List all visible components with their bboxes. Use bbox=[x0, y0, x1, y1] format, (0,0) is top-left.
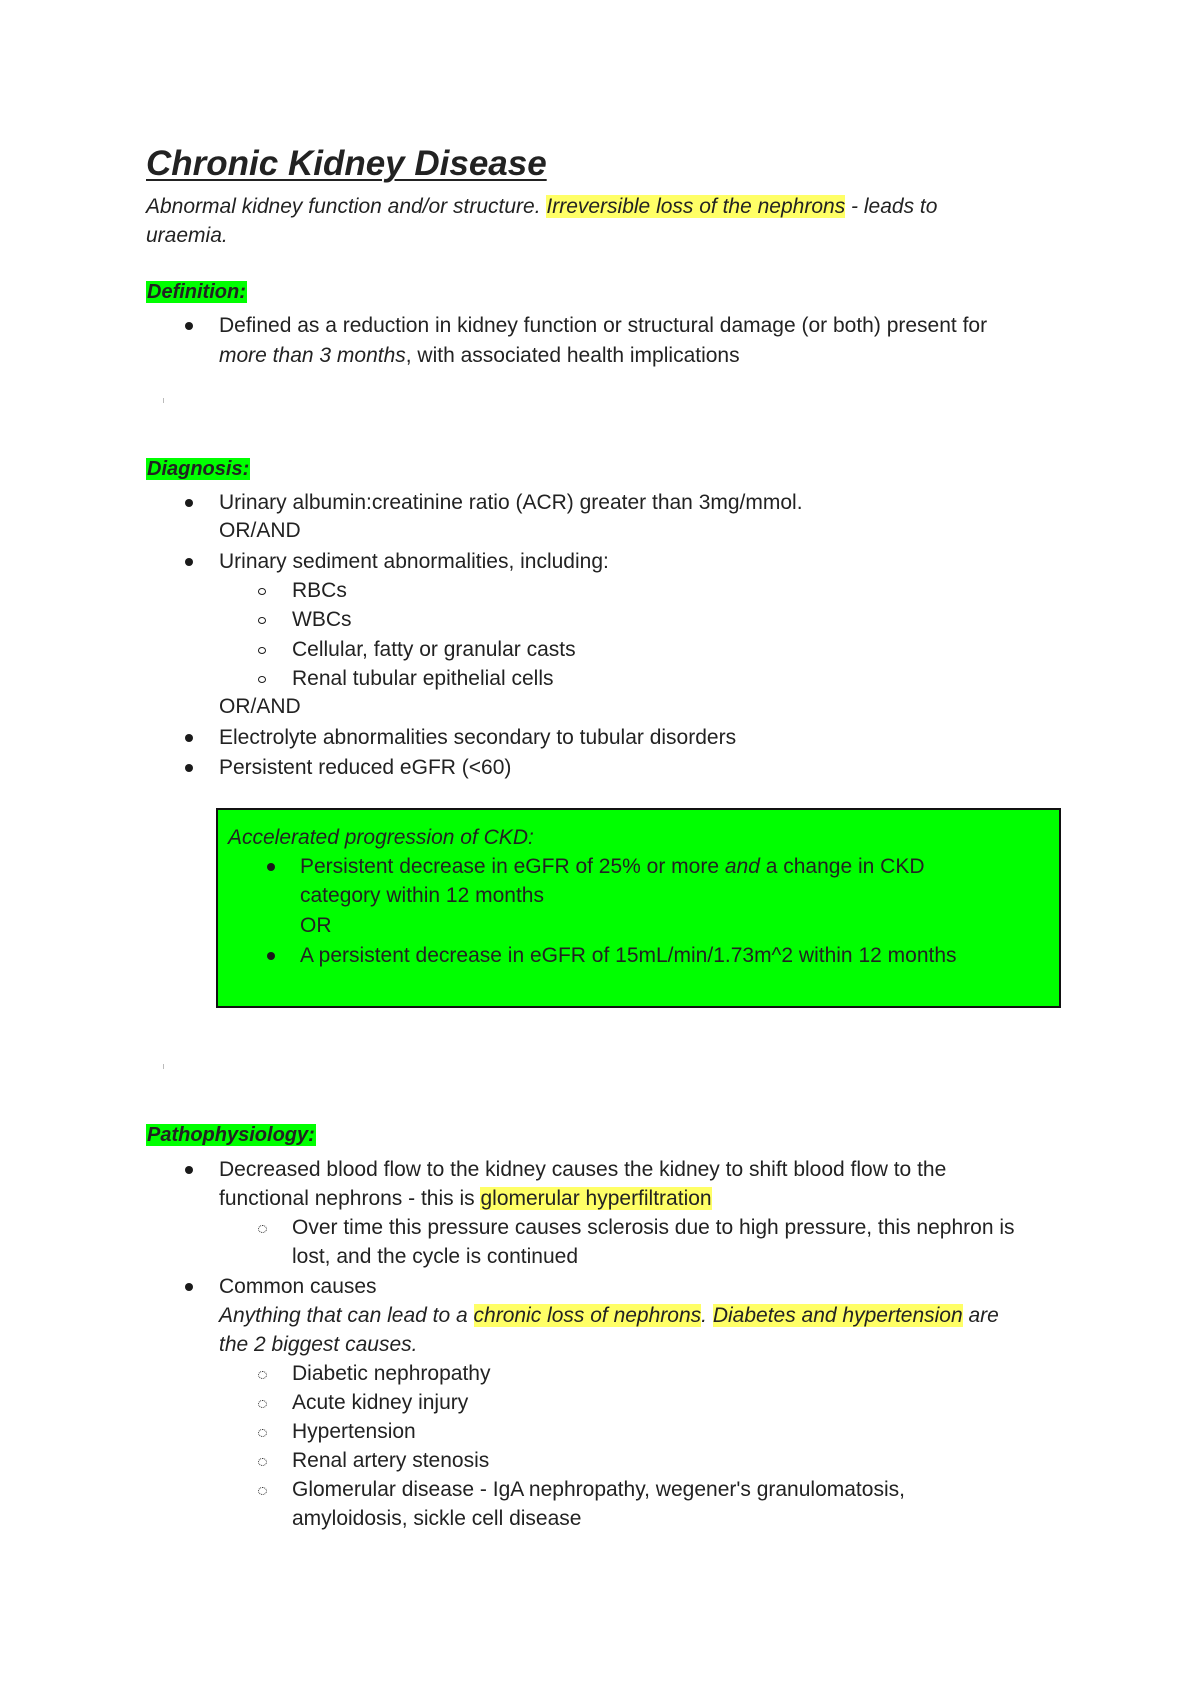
accelerated-item-2: A persistent decrease in eGFR of 15mL/min/1.73m^2 within 12 months bbox=[300, 944, 957, 967]
patho-glomerular-line-2: amyloidosis, sickle cell disease bbox=[292, 1507, 582, 1530]
diagnosis-egfr: Persistent reduced eGFR (<60) bbox=[219, 756, 512, 779]
patho-causes-intro-post: are bbox=[962, 1304, 999, 1327]
tick-mark-icon bbox=[163, 1064, 164, 1069]
dotted-circle-bullet-icon bbox=[258, 1371, 267, 1379]
diagnosis-sub-item: RBCs bbox=[292, 579, 347, 602]
bullet-icon bbox=[267, 863, 275, 871]
patho-chronic-loss-highlight: chronic loss of nephrons bbox=[473, 1304, 702, 1327]
diagnosis-or-and-1: OR/AND bbox=[219, 519, 301, 542]
patho-diabetes-hypertension-highlight: Diabetes and hypertension bbox=[712, 1304, 963, 1327]
bullet-icon bbox=[185, 499, 193, 507]
definition-heading-label: Definition: bbox=[147, 281, 246, 303]
patho-causes-intro-line-2: the 2 biggest causes. bbox=[219, 1333, 418, 1356]
patho-cause-item: Diabetic nephropathy bbox=[292, 1362, 491, 1385]
diagnosis-sub-item: WBCs bbox=[292, 608, 352, 631]
page-title: Chronic Kidney Disease bbox=[146, 144, 547, 183]
bullet-icon bbox=[185, 1283, 193, 1291]
patho-cause-item: Hypertension bbox=[292, 1420, 416, 1443]
patho-causes-intro-mid: . bbox=[701, 1304, 713, 1327]
patho-cause-item: Renal artery stenosis bbox=[292, 1449, 490, 1472]
dotted-circle-bullet-icon bbox=[258, 1429, 267, 1437]
dotted-circle-bullet-icon bbox=[258, 1400, 267, 1408]
bullet-icon bbox=[185, 764, 193, 772]
diagnosis-electrolyte: Electrolyte abnormalities secondary to tubular disorders bbox=[219, 726, 737, 749]
patho-item-1-line-1: Decreased blood flow to the kidney causes the kidney to shift blood flow to the bbox=[219, 1158, 947, 1181]
bullet-icon bbox=[185, 322, 193, 330]
patho-sub-1-line-2: lost, and the cycle is continued bbox=[292, 1245, 579, 1268]
accelerated-item-1-text: Persistent decrease in eGFR of 25% or more bbox=[300, 855, 725, 878]
dotted-circle-bullet-icon bbox=[258, 1458, 267, 1466]
definition-duration: more than 3 months bbox=[219, 344, 406, 367]
bullet-icon bbox=[185, 1166, 193, 1174]
patho-common-causes: Common causes bbox=[219, 1275, 377, 1298]
intro-line-2: uraemia. bbox=[146, 224, 228, 247]
bullet-icon bbox=[267, 952, 275, 960]
diagnosis-heading-label: Diagnosis: bbox=[147, 458, 250, 480]
accelerated-item-1-line-2: category within 12 months bbox=[300, 884, 544, 907]
definition-item-line-1: Defined as a reduction in kidney function or structural damage (or both) present for bbox=[219, 314, 988, 337]
intro-line-1 bbox=[146, 192, 937, 221]
accelerated-item-1-and: and bbox=[724, 855, 760, 878]
diagnosis-sub-item: Cellular, fatty or granular casts bbox=[292, 638, 576, 661]
accelerated-or: OR bbox=[300, 914, 332, 937]
diagnosis-sediment: Urinary sediment abnormalities, including: bbox=[219, 550, 609, 573]
pathophysiology-heading bbox=[146, 1124, 316, 1147]
dotted-circle-bullet-icon bbox=[258, 1487, 267, 1495]
patho-causes-intro-pre: Anything that can lead to a bbox=[219, 1304, 474, 1327]
diagnosis-heading bbox=[146, 458, 250, 481]
tick-mark-icon bbox=[163, 398, 164, 403]
circle-bullet-icon bbox=[258, 676, 266, 683]
diagnosis-or-and-2: OR/AND bbox=[219, 695, 301, 718]
patho-hyperfiltration-highlight: glomerular hyperfiltration bbox=[480, 1187, 712, 1210]
definition-heading bbox=[146, 281, 247, 304]
bullet-icon bbox=[185, 558, 193, 566]
intro-text-end: - leads to bbox=[845, 195, 938, 218]
accelerated-item-1-end: a change in CKD bbox=[759, 855, 925, 878]
intro-text: Abnormal kidney function and/or structure. bbox=[146, 195, 547, 218]
intro-highlight: Irreversible loss of the nephrons bbox=[546, 195, 846, 218]
circle-bullet-icon bbox=[258, 588, 266, 595]
patho-item-1-line-2 bbox=[219, 1184, 712, 1213]
patho-causes-intro-line-1 bbox=[219, 1301, 999, 1330]
diagnosis-acr: Urinary albumin:creatinine ratio (ACR) greater than 3mg/mmol. bbox=[219, 491, 803, 514]
patho-item-1-pre: functional nephrons - this is bbox=[219, 1187, 481, 1210]
accelerated-item-1-line-1 bbox=[300, 852, 925, 881]
dotted-circle-bullet-icon bbox=[258, 1225, 267, 1233]
bullet-icon bbox=[185, 734, 193, 742]
circle-bullet-icon bbox=[258, 617, 266, 624]
patho-glomerular-line-1: Glomerular disease - IgA nephropathy, wegener's granulomatosis, bbox=[292, 1478, 905, 1501]
definition-rest: , with associated health implications bbox=[405, 344, 740, 367]
circle-bullet-icon bbox=[258, 647, 266, 654]
definition-item-line-2 bbox=[219, 341, 740, 370]
patho-sub-1-line-1: Over time this pressure causes sclerosis due to high pressure, this nephron is bbox=[292, 1216, 1015, 1239]
diagnosis-sub-item: Renal tubular epithelial cells bbox=[292, 667, 554, 690]
pathophysiology-heading-label: Pathophysiology: bbox=[147, 1124, 315, 1146]
patho-cause-item: Acute kidney injury bbox=[292, 1391, 469, 1414]
accelerated-heading: Accelerated progression of CKD: bbox=[228, 826, 534, 849]
